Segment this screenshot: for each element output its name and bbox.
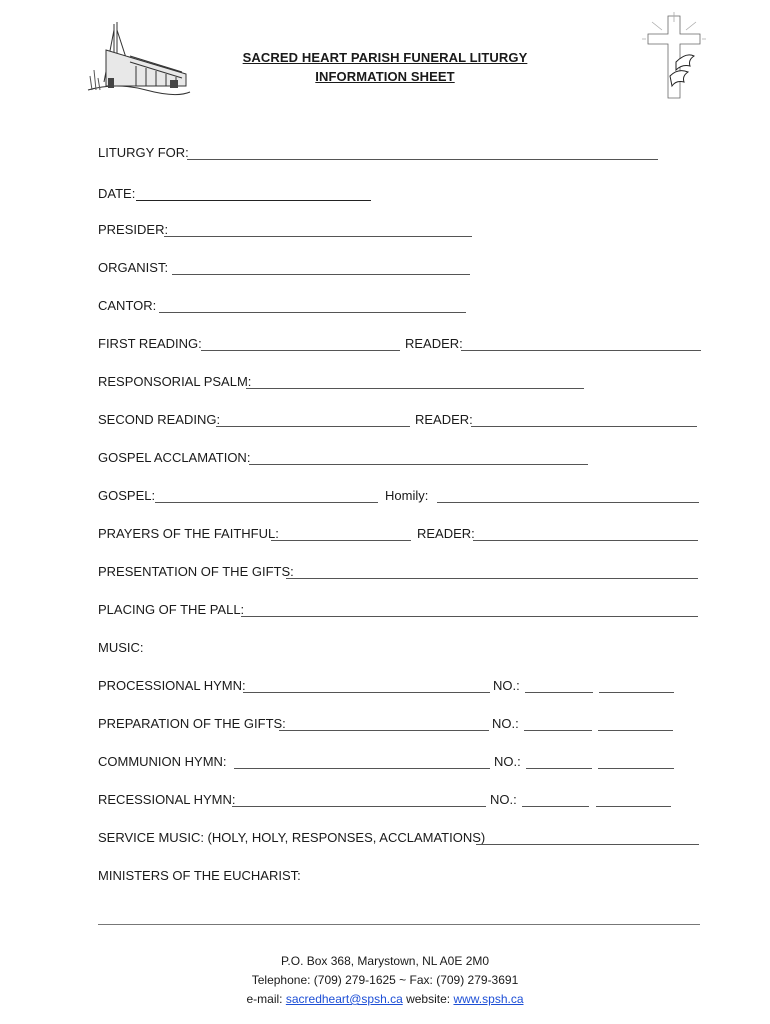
second-reading-label: SECOND READING: — [98, 412, 221, 427]
organist-label: ORGANIST: — [98, 260, 169, 275]
website-label: website: — [406, 992, 451, 1006]
date-label: DATE: — [98, 186, 136, 201]
presentation-gifts-field[interactable] — [286, 578, 698, 579]
service-music-label: SERVICE MUSIC: (HOLY, HOLY, RESPONSES, ACCLAMATIONS) — [98, 830, 486, 845]
presider-label: PRESIDER: — [98, 222, 169, 237]
responsorial-psalm-field[interactable] — [246, 388, 584, 389]
date-field[interactable] — [136, 200, 371, 201]
gospel-acclamation-field[interactable] — [249, 464, 588, 465]
gospel-field[interactable] — [155, 502, 378, 503]
email-label: e-mail: — [246, 992, 283, 1006]
homily-field[interactable] — [437, 502, 699, 503]
presentation-gifts-label: PRESENTATION OF THE GIFTS: — [98, 564, 294, 579]
placing-pall-label: PLACING OF THE PALL: — [98, 602, 245, 617]
placing-pall-field[interactable] — [241, 616, 698, 617]
communion-no-field-2[interactable] — [598, 768, 674, 769]
preparation-gifts-field[interactable] — [279, 730, 489, 731]
presider-field[interactable] — [164, 236, 472, 237]
second-reading-field[interactable] — [216, 426, 410, 427]
organist-field[interactable] — [172, 274, 470, 275]
title-line-2: INFORMATION SHEET — [315, 69, 455, 84]
first-reader-label: READER: — [405, 336, 463, 351]
footer-contact — [0, 989, 770, 1009]
preparation-no-label: NO.: — [492, 716, 519, 731]
footer-telephone: Telephone: (709) 279-1625 ~ Fax: (709) 279-3691 — [251, 973, 519, 987]
recessional-no-field-2[interactable] — [596, 806, 671, 807]
ministers-eucharist-label: MINISTERS OF THE EUCHARIST: — [98, 868, 301, 883]
first-reader-field[interactable] — [461, 350, 701, 351]
processional-hymn-label: PROCESSIONAL HYMN: — [98, 678, 246, 693]
communion-hymn-field[interactable] — [234, 768, 490, 769]
processional-no-field-2[interactable] — [599, 692, 674, 693]
second-reader-field[interactable] — [471, 426, 697, 427]
liturgy-for-label: LITURGY FOR: — [98, 145, 189, 160]
form-title — [0, 48, 770, 86]
title-line-1: SACRED HEART PARISH FUNERAL LITURGY — [242, 50, 528, 65]
communion-hymn-label: COMMUNION HYMN: — [98, 754, 227, 769]
responsorial-psalm-label: RESPONSORIAL PSALM: — [98, 374, 252, 389]
service-music-field[interactable] — [476, 844, 699, 845]
first-reading-field[interactable] — [201, 350, 400, 351]
communion-no-label: NO.: — [494, 754, 521, 769]
communion-no-field-1[interactable] — [526, 768, 592, 769]
recessional-hymn-field[interactable] — [232, 806, 486, 807]
music-label: MUSIC: — [98, 640, 144, 655]
processional-hymn-field[interactable] — [243, 692, 490, 693]
processional-no-label: NO.: — [493, 678, 520, 693]
first-reading-label: FIRST READING: — [98, 336, 202, 351]
footer-address: P.O. Box 368, Marystown, NL A0E 2M0 — [280, 954, 490, 968]
preparation-no-field-1[interactable] — [524, 730, 592, 731]
preparation-gifts-label: PREPARATION OF THE GIFTS: — [98, 716, 286, 731]
gospel-acclamation-label: GOSPEL ACCLAMATION: — [98, 450, 251, 465]
prayers-faithful-label: PRAYERS OF THE FAITHFUL: — [98, 526, 279, 541]
processional-no-field-1[interactable] — [525, 692, 593, 693]
footer-divider — [98, 924, 700, 925]
website-link[interactable]: www.spsh.ca — [453, 992, 524, 1006]
liturgy-for-field[interactable] — [187, 159, 658, 160]
recessional-no-label: NO.: — [490, 792, 517, 807]
recessional-hymn-label: RECESSIONAL HYMN: — [98, 792, 236, 807]
cantor-field[interactable] — [159, 312, 466, 313]
prayers-faithful-field[interactable] — [271, 540, 411, 541]
gospel-label: GOSPEL: — [98, 488, 156, 503]
email-link[interactable]: sacredheart@spsh.ca — [285, 992, 403, 1006]
prayers-reader-field[interactable] — [473, 540, 698, 541]
homily-label: Homily: — [385, 488, 429, 503]
cantor-label: CANTOR: — [98, 298, 157, 313]
prayers-reader-label: READER: — [417, 526, 475, 541]
recessional-no-field-1[interactable] — [522, 806, 589, 807]
preparation-no-field-2[interactable] — [598, 730, 673, 731]
second-reader-label: READER: — [415, 412, 473, 427]
